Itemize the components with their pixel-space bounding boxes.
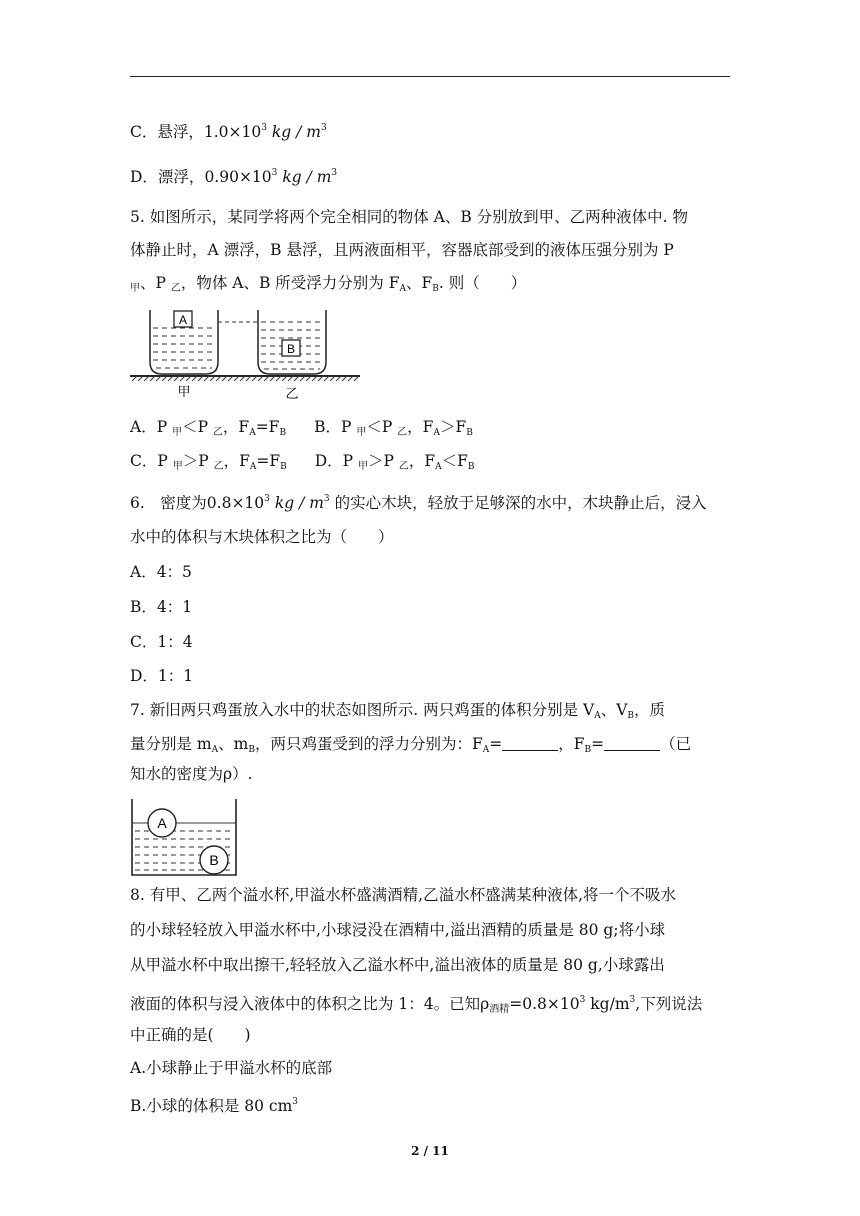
q8-line-2: 的小球轻轻放入甲溢水杯中,小球浸没在酒精中,溢出酒精的质量是 80 g;将小球 xyxy=(130,921,666,939)
q5-line-3: 甲、P 乙，物体 A、B 所受浮力分别为 $F_A$、$F_B$. 则（ ） xyxy=(130,274,527,294)
q5-line-1: 5. 如图所示，某同学将两个完全相同的物体 A、B 分别放到甲、乙两种液体中. 物 xyxy=(130,208,689,226)
egg-b-label: B xyxy=(209,852,219,868)
q5-option-d: D．P 甲＞P 乙，$F_A<F_B$ xyxy=(314,452,475,472)
q5-options-row-2 xyxy=(130,451,730,477)
q6-option-b: B．4：1 xyxy=(130,598,193,616)
q8-option-a: A.小球静止于甲溢水杯的底部 xyxy=(130,1059,333,1077)
page-number: 2 / 11 xyxy=(411,1144,449,1158)
q6-option-d: D．1：1 xyxy=(130,667,194,685)
q5-options-row-1 xyxy=(130,417,730,443)
container-yi-label: 乙 xyxy=(285,387,299,402)
header-rule xyxy=(130,76,730,77)
q6-line-2: 水中的体积与木块体积之比为（ ） xyxy=(130,528,394,546)
q4-option-c: C．悬浮，$1.0\times 10^3$ kg / $m^3$ xyxy=(130,123,327,141)
egg-a-label: A xyxy=(157,815,167,831)
q7-line-2: 量分别是 $m_A$、$m_B$，两只鸡蛋受到的浮力分别为：$F_A=$ ，$F_B=$ （已 xyxy=(130,735,692,755)
object-a-label: A xyxy=(178,313,188,327)
container-jia-label: 甲 xyxy=(177,385,191,400)
q5-option-b: B．P 甲＜P 乙，$F_A>F_B$ xyxy=(314,418,473,438)
q8-line-1: 8. 有甲、乙两个溢水杯,甲溢水杯盛满酒精,乙溢水杯盛满某种液体,将一个不吸水 xyxy=(130,886,676,904)
q5-option-a: A．P 甲＜P 乙，$F_A=F_B$ xyxy=(130,418,287,438)
q6-option-a: A．4：5 xyxy=(130,563,192,581)
q5-figure-containers xyxy=(128,302,364,404)
q8-option-b: B.小球的体积是 80 $cm^3$ xyxy=(130,1097,299,1115)
q6-line-1: 6. 密度为$0.8\times 10^3$ kg / $m^3$ 的实心木块，轻放于足够深的水中，木块静止后，浸入 xyxy=(130,494,707,512)
q7-figure-eggs xyxy=(128,793,242,879)
answer-blank-fb[interactable] xyxy=(604,736,660,751)
q8-line-3: 从甲溢水杯中取出擦干,轻轻放入乙溢水杯中,溢出液体的质量是 80 g,小球露出 xyxy=(130,956,665,974)
q5-line-2: 体静止时，A 漂浮，B 悬浮，且两液面相平，容器底部受到的液体压强分别为 P xyxy=(130,241,674,259)
q7-line-1: 7. 新旧两只鸡蛋放入水中的状态如图所示. 两只鸡蛋的体积分别是 $V_A$、$V_B$，质 xyxy=(130,701,666,721)
q5-option-c: C．P 甲＞P 乙，$F_A=F_B$ xyxy=(130,452,287,472)
object-b-label: B xyxy=(286,342,296,356)
q8-line-5: 中正确的是( ) xyxy=(130,1026,251,1044)
answer-blank-fa[interactable] xyxy=(502,736,558,751)
q8-line-4: 液面的体积与浸入液体中的体积之比为 1：4。已知ρ酒精$=0.8\times 10^3$ $kg/m^3$,下列说法 xyxy=(130,995,703,1015)
q4-option-d: D．漂浮，$0.90\times 10^3$ kg / $m^3$ xyxy=(130,168,338,186)
q6-option-c: C．1：4 xyxy=(130,633,193,651)
q7-line-3: 知水的密度为ρ）. xyxy=(130,765,253,783)
